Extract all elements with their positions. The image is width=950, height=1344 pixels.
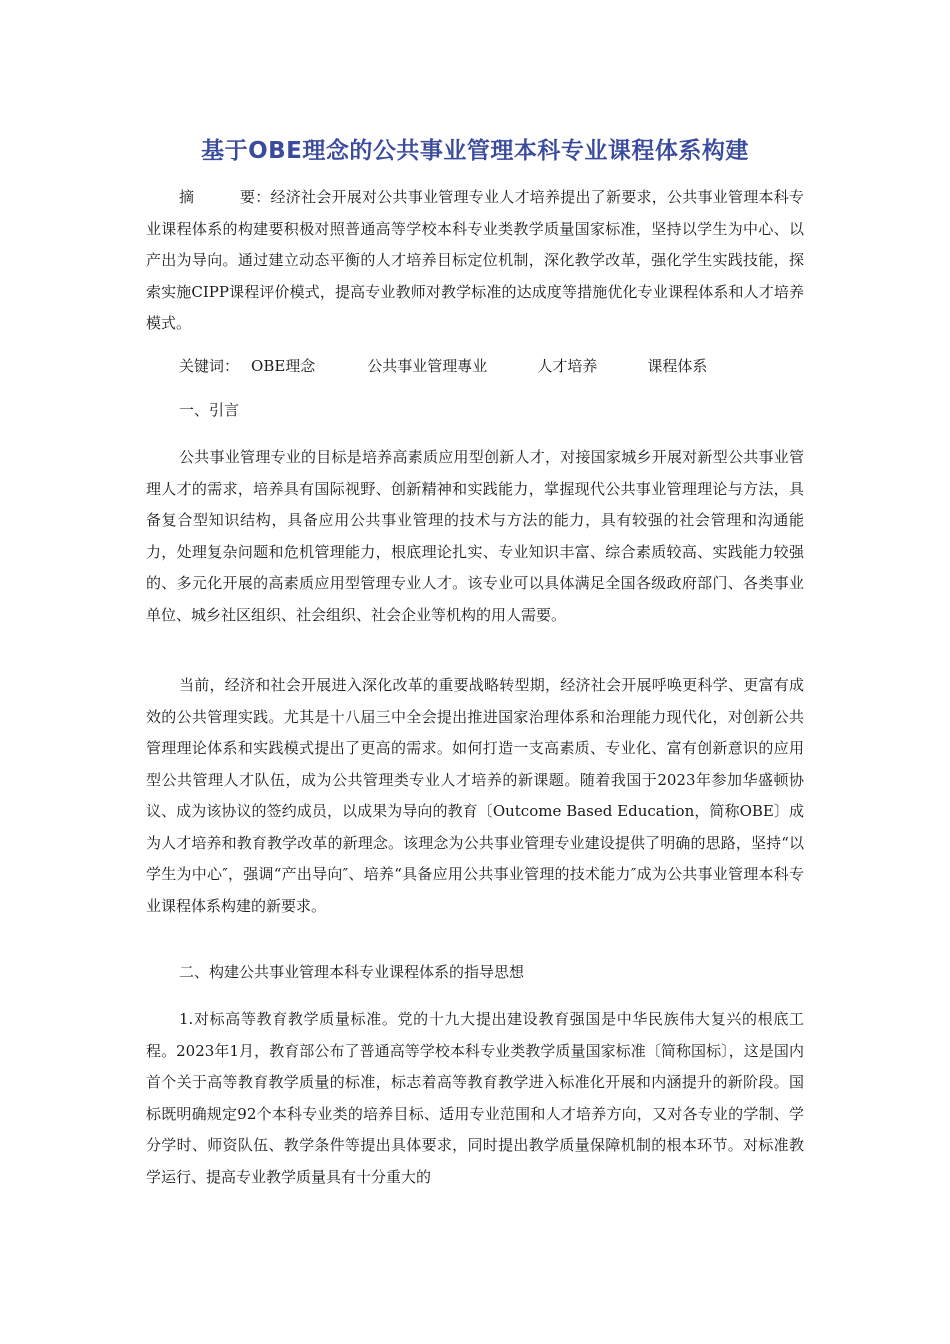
body-paragraph: 当前，经济和社会开展进入深化改革的重要战略转型期，经济社会开展呼唤更科学、更富有成效的公共管理实践。尤其是十八届三中全会提出推进国家治理体系和治理能力现代化，对创新公共管理理论体系和实践模式提出了更高的需求。如何打造一支高素质、专业化、富有创新意识的应用型公共管理人才队伍，成为公共管理类专业人才培养的新课题。随着我国于2023年参加华盛顿协议、成为该协议的签约成员，以成果为导向的教育〔Outcome Based Education，简称OBE〕成为人才培养和教育教学改革的新理念。该理念为公共事业管理专业建设提供了明确的思路，坚持“以学生为中心″，强调“产出导向″、培养“具备应用公共事业管理的技术能力″成为公共事业管理本科专业课程体系构建的新要求。 [146,676,804,915]
keyword-item: OBE理念 [251,357,316,375]
keywords-label: 关键词： [179,357,240,375]
abstract-paragraph [146,182,804,340]
keywords-line [179,352,707,380]
abstract-text: 经济社会开展对公共事业管理专业人才培养提出了新要求，公共事业管理本科专业课程体系的构建要积极对照普通高等学校本科专业类教学质量国家标准，坚持以学生为中心、以产出为导向。通过建立动态平衡的人才培养目标定位机制，深化教学改革，强化学生实践技能，探索实施CIPP课程评价模式，提高专业教师对教学标准的达成度等措施优化专业课程体系和人才培养模式。 [146,188,804,332]
section-heading-guiding: 二、构建公共事业管理本科专业课程体系的指导思想 [179,963,525,981]
keyword-item: 课程体系 [647,357,708,375]
body-paragraph: 1.对标高等教育教学质量标准。党的十九大提出建设教育强国是中华民族伟大复兴的根底工程。2023年1月，教育部公布了普通高等学校本科专业类教学质量国家标准〔简称国标〕，这是国内首个关于高等教育教学质量的标准，标志着高等教育教学进入标准化开展和内涵提升的新阶段。国标既明确规定92个本科专业类的培养目标、适用专业范围和人才培养方向，又对各专业的学制、学分学时、师资队伍、教学条件等提出具体要求，同时提出教学质量保障机制的根本环节。对标准教学运行、提高专业教学质量具有十分重大的 [146,1010,804,1186]
abstract-label: 摘 要： [179,188,271,206]
body-paragraph: 公共事业管理专业的目标是培养高素质应用型创新人才，对接国家城乡开展对新型公共事业管理人才的需求，培养具有国际视野、创新精神和实践能力，掌握现代公共事业管理理论与方法，具备复合型知识结构，具备应用公共事业管理的技术与方法的能力，具有较强的社会管理和沟通能力，处理复杂问题和危机管理能力，根底理论扎实、专业知识丰富、综合素质较高、实践能力较强的、多元化开展的高素质应用型管理专业人才。该专业可以具体满足全国各级政府部门、各类事业单位、城乡社区组织、社会组织、社会企业等机构的用人需要。 [146,448,804,624]
section-heading-intro: 一、引言 [179,401,240,419]
keyword-item: 人才培养 [537,357,598,375]
keyword-item: 公共事业管理專业 [367,357,488,375]
page-title: 基于OBE理念的公共事业管理本科专业课程体系构建 [201,138,749,164]
